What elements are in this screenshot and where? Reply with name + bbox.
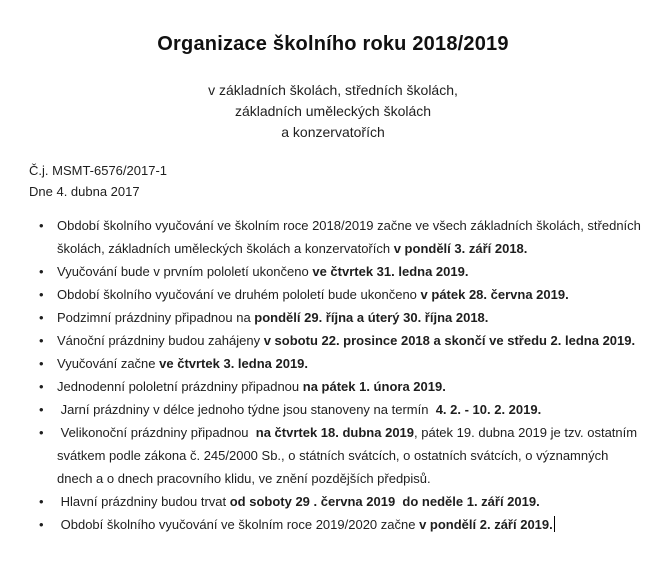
bold-text-run: ve čtvrtek 3. ledna 2019. xyxy=(159,356,309,371)
bold-text-run: na pátek 1. února 2019. xyxy=(302,379,446,394)
document-subtitle xyxy=(0,80,666,143)
list-item xyxy=(57,214,643,260)
text-run: Vyučování začne xyxy=(57,356,160,371)
text-run: Jarní prázdniny v délce jednoho týdne jsou stanoveny na termín xyxy=(57,402,436,417)
bold-text-run: v pátek 28. června 2019. xyxy=(420,287,569,302)
list-item xyxy=(57,260,643,283)
list-item xyxy=(57,352,643,375)
bold-text-run: 4. 2. - 10. 2. 2019. xyxy=(435,402,542,417)
bold-text-run: na čtvrtek 18. dubna 2019 xyxy=(255,425,415,440)
list-item xyxy=(57,421,643,490)
reference-number: Č.j. MSMT-6576/2017-1 xyxy=(29,163,168,178)
list-item xyxy=(57,490,643,513)
list-item xyxy=(57,283,643,306)
text-run: Období školního vyučování ve školním roce 2019/2020 začne xyxy=(57,517,420,532)
text-run: , pátek 19. dubna 2019 je tzv. ostatním svátkem podle zákona č. 245/2000 Sb., o státních svátcích, o ostatních svátcích, o významných dnech a o dnech pracovního klidu, ve znění pozdějších předpisů. xyxy=(57,425,641,486)
bold-text-run: pondělí 29. října a úterý 30. října 2018. xyxy=(254,310,489,325)
bullet-list xyxy=(57,214,643,536)
text-run: Hlavní prázdniny budou trvat xyxy=(57,494,230,509)
bold-text-run: v pondělí 3. září 2018. xyxy=(393,241,528,256)
list-item xyxy=(57,375,643,398)
text-run: Podzimní prázdniny připadnou na xyxy=(57,310,255,325)
bold-text-run: ve čtvrtek 31. ledna 2019. xyxy=(312,264,469,279)
list-item xyxy=(57,329,643,352)
bold-text-run: v sobotu 22. prosince 2018 a skončí ve středu 2. ledna 2019. xyxy=(263,333,636,348)
list-item xyxy=(57,513,643,536)
text-cursor xyxy=(554,516,556,532)
document-title: Organizace školního roku 2018/2019 xyxy=(157,33,509,55)
subtitle-line-2: základních uměleckých školách xyxy=(234,103,432,119)
document-date: Dne 4. dubna 2017 xyxy=(29,184,140,199)
bold-text-run: od soboty 29 . června 2019 do neděle 1. září 2019. xyxy=(229,494,540,509)
document-meta xyxy=(29,160,666,202)
subtitle-line-1: v základních školách, středních školách, xyxy=(208,82,458,98)
text-run: Období školního vyučování ve druhém pololetí bude ukončeno xyxy=(57,287,421,302)
text-run: Vyučování bude v prvním pololetí ukončeno xyxy=(57,264,313,279)
subtitle-line-3: a konzervatořích xyxy=(281,124,385,140)
bold-text-run: v pondělí 2. září 2019. xyxy=(419,517,553,532)
text-run: Období školního vyučování ve školním roce 2018/2019 začne ve všech základních školách, středních školách, základních uměleckých školách a konzervatořích xyxy=(57,218,645,256)
text-run: Jednodenní pololetní prázdniny připadnou xyxy=(57,379,303,394)
list-item xyxy=(57,398,643,421)
text-run: Velikonoční prázdniny připadnou xyxy=(57,425,256,440)
text-run: Vánoční prázdniny budou zahájeny xyxy=(57,333,264,348)
list-item xyxy=(57,306,643,329)
